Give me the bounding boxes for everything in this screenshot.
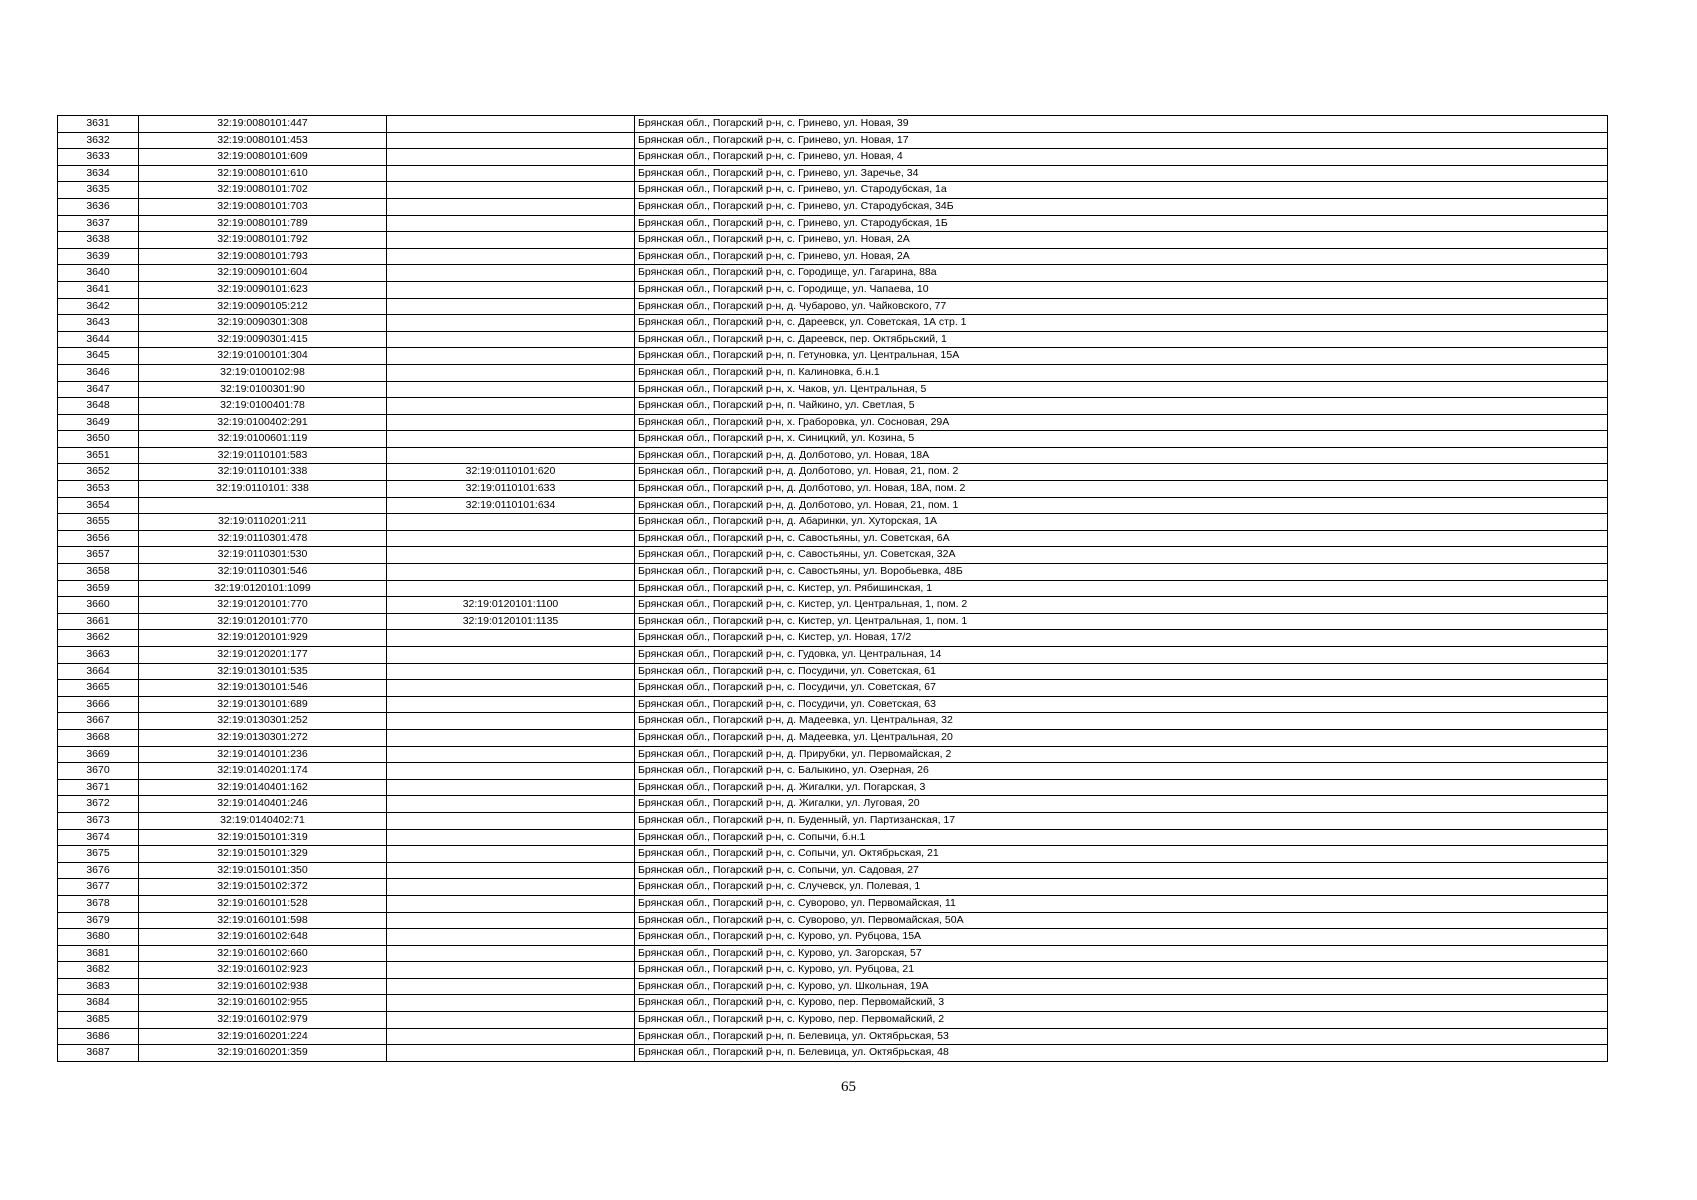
object-cadastral-number-cell [387,398,635,415]
row-number-cell: 3641 [58,281,139,298]
address-cell: Брянская обл., Погарский р-н, с. Курово, пер. Первомайский, 2 [635,1012,1608,1029]
row-number-cell: 3672 [58,796,139,813]
address-cell: Брянская обл., Погарский р-н, с. Сопычи, ул. Садовая, 27 [635,862,1608,879]
address-cell: Брянская обл., Погарский р-н, с. Савостьяны, ул. Воробьевка, 48Б [635,564,1608,581]
cadastral-number-cell: 32:19:0160201:224 [139,1028,387,1045]
table-row [58,912,1608,929]
table-row [58,978,1608,995]
table-row [58,580,1608,597]
cadastral-number-cell: 32:19:0160102:660 [139,945,387,962]
row-number-cell: 3671 [58,779,139,796]
object-cadastral-number-cell [387,962,635,979]
address-cell: Брянская обл., Погарский р-н, п. Белевица, ул. Октябрьская, 48 [635,1045,1608,1062]
object-cadastral-number-cell [387,564,635,581]
object-cadastral-number-cell [387,862,635,879]
cadastral-number-cell: 32:19:0080101:609 [139,149,387,166]
object-cadastral-number-cell [387,929,635,946]
cadastral-number-cell: 32:19:0110101: 338 [139,481,387,498]
row-number-cell: 3638 [58,232,139,249]
table-row [58,1012,1608,1029]
registry-table-body [58,116,1608,1062]
cadastral-number-cell: 32:19:0090101:604 [139,265,387,282]
cadastral-number-cell: 32:19:0100101:304 [139,348,387,365]
row-number-cell: 3667 [58,713,139,730]
row-number-cell: 3647 [58,381,139,398]
table-row [58,215,1608,232]
cadastral-number-cell: 32:19:0090301:308 [139,315,387,332]
cadastral-number-cell: 32:19:0110301:546 [139,564,387,581]
row-number-cell: 3637 [58,215,139,232]
cadastral-number-cell: 32:19:0130301:272 [139,729,387,746]
table-row [58,1045,1608,1062]
object-cadastral-number-cell [387,796,635,813]
cadastral-number-cell: 32:19:0120201:177 [139,647,387,664]
address-cell: Брянская обл., Погарский р-н, с. Кистер, ул. Новая, 17/2 [635,630,1608,647]
object-cadastral-number-cell [387,746,635,763]
row-number-cell: 3678 [58,895,139,912]
row-number-cell: 3685 [58,1012,139,1029]
cadastral-number-cell: 32:19:0150101:329 [139,846,387,863]
row-number-cell: 3673 [58,812,139,829]
object-cadastral-number-cell [387,630,635,647]
table-row [58,647,1608,664]
table-row [58,630,1608,647]
row-number-cell: 3653 [58,481,139,498]
object-cadastral-number-cell [387,165,635,182]
object-cadastral-number-cell: 32:19:0110101:620 [387,464,635,481]
address-cell: Брянская обл., Погарский р-н, с. Гринево, ул. Стародубская, 34Б [635,198,1608,215]
object-cadastral-number-cell [387,248,635,265]
row-number-cell: 3681 [58,945,139,962]
row-number-cell: 3677 [58,879,139,896]
row-number-cell: 3683 [58,978,139,995]
object-cadastral-number-cell [387,779,635,796]
table-row [58,779,1608,796]
table-row [58,945,1608,962]
row-number-cell: 3656 [58,530,139,547]
cadastral-number-cell: 32:19:0160101:598 [139,912,387,929]
row-number-cell: 3674 [58,829,139,846]
row-number-cell: 3655 [58,514,139,531]
address-cell: Брянская обл., Погарский р-н, с. Гринево, ул. Новая, 39 [635,116,1608,133]
object-cadastral-number-cell [387,447,635,464]
cadastral-number-cell: 32:19:0130101:546 [139,680,387,697]
table-row [58,846,1608,863]
cadastral-number-cell: 32:19:0160101:528 [139,895,387,912]
row-number-cell: 3649 [58,414,139,431]
row-number-cell: 3668 [58,729,139,746]
object-cadastral-number-cell [387,547,635,564]
cadastral-number-cell: 32:19:0150101:350 [139,862,387,879]
object-cadastral-number-cell: 32:19:0110101:634 [387,497,635,514]
cadastral-number-cell: 32:19:0120101:1099 [139,580,387,597]
object-cadastral-number-cell [387,215,635,232]
object-cadastral-number-cell: 32:19:0110101:633 [387,481,635,498]
cadastral-number-cell: 32:19:0090301:415 [139,331,387,348]
table-row [58,962,1608,979]
object-cadastral-number-cell [387,912,635,929]
page-number: 65 [841,1079,856,1095]
table-row [58,414,1608,431]
address-cell: Брянская обл., Погарский р-н, х. Синицкий, ул. Козина, 5 [635,431,1608,448]
address-cell: Брянская обл., Погарский р-н, с. Курово, ул. Школьная, 19А [635,978,1608,995]
row-number-cell: 3680 [58,929,139,946]
address-cell: Брянская обл., Погарский р-н, с. Посудичи, ул. Советская, 63 [635,696,1608,713]
address-cell: Брянская обл., Погарский р-н, с. Сопычи, б.н.1 [635,829,1608,846]
row-number-cell: 3675 [58,846,139,863]
address-cell: Брянская обл., Погарский р-н, с. Городище, ул. Гагарина, 88а [635,265,1608,282]
object-cadastral-number-cell [387,116,635,133]
address-cell: Брянская обл., Погарский р-н, х. Граборовка, ул. Сосновая, 29А [635,414,1608,431]
cadastral-number-cell: 32:19:0140402:71 [139,812,387,829]
table-row [58,547,1608,564]
table-row [58,232,1608,249]
table-row [58,364,1608,381]
table-row [58,149,1608,166]
address-cell: Брянская обл., Погарский р-н, п. Белевица, ул. Октябрьская, 53 [635,1028,1608,1045]
address-cell: Брянская обл., Погарский р-н, с. Случевск, ул. Полевая, 1 [635,879,1608,896]
object-cadastral-number-cell [387,763,635,780]
cadastral-number-cell: 32:19:0130301:252 [139,713,387,730]
table-row [58,464,1608,481]
object-cadastral-number-cell [387,995,635,1012]
object-cadastral-number-cell [387,381,635,398]
table-row [58,796,1608,813]
address-cell: Брянская обл., Погарский р-н, п. Гетуновка, ул. Центральная, 15А [635,348,1608,365]
object-cadastral-number-cell [387,298,635,315]
address-cell: Брянская обл., Погарский р-н, с. Гринево, ул. Новая, 17 [635,132,1608,149]
row-number-cell: 3632 [58,132,139,149]
row-number-cell: 3670 [58,763,139,780]
cadastral-number-cell: 32:19:0110101:338 [139,464,387,481]
table-row [58,746,1608,763]
table-row [58,298,1608,315]
row-number-cell: 3666 [58,696,139,713]
address-cell: Брянская обл., Погарский р-н, с. Гринево, ул. Стародубская, 1Б [635,215,1608,232]
address-cell: Брянская обл., Погарский р-н, с. Гринево, ул. Стародубская, 1а [635,182,1608,199]
object-cadastral-number-cell [387,431,635,448]
cadastral-number-cell: 32:19:0150101:319 [139,829,387,846]
registry-table [57,115,1608,1062]
cadastral-number-cell: 32:19:0080101:793 [139,248,387,265]
row-number-cell: 3659 [58,580,139,597]
table-row [58,348,1608,365]
row-number-cell: 3665 [58,680,139,697]
object-cadastral-number-cell [387,315,635,332]
address-cell: Брянская обл., Погарский р-н, с. Гудовка, ул. Центральная, 14 [635,647,1608,664]
address-cell: Брянская обл., Погарский р-н, с. Савостьяны, ул. Советская, 6А [635,530,1608,547]
cadastral-number-cell: 32:19:0130101:689 [139,696,387,713]
object-cadastral-number-cell [387,331,635,348]
object-cadastral-number-cell [387,1045,635,1062]
table-row [58,431,1608,448]
row-number-cell: 3654 [58,497,139,514]
row-number-cell: 3631 [58,116,139,133]
address-cell: Брянская обл., Погарский р-н, с. Суворово, ул. Первомайская, 11 [635,895,1608,912]
address-cell: Брянская обл., Погарский р-н, д. Мадеевка, ул. Центральная, 20 [635,729,1608,746]
object-cadastral-number-cell [387,713,635,730]
cadastral-number-cell: 32:19:0150102:372 [139,879,387,896]
row-number-cell: 3658 [58,564,139,581]
cadastral-number-cell: 32:19:0090105:212 [139,298,387,315]
object-cadastral-number-cell [387,232,635,249]
cadastral-number-cell: 32:19:0100301:90 [139,381,387,398]
address-cell: Брянская обл., Погарский р-н, с. Городище, ул. Чапаева, 10 [635,281,1608,298]
cadastral-number-cell: 32:19:0080101:702 [139,182,387,199]
table-row [58,530,1608,547]
cadastral-number-cell: 32:19:0160102:648 [139,929,387,946]
table-row [58,879,1608,896]
cadastral-number-cell: 32:19:0080101:792 [139,232,387,249]
row-number-cell: 3646 [58,364,139,381]
address-cell: Брянская обл., Погарский р-н, д. Долботово, ул. Новая, 18А, пом. 2 [635,481,1608,498]
table-row [58,696,1608,713]
address-cell: Брянская обл., Погарский р-н, с. Сопычи, ул. Октябрьская, 21 [635,846,1608,863]
cadastral-number-cell: 32:19:0080101:453 [139,132,387,149]
row-number-cell: 3676 [58,862,139,879]
table-row [58,331,1608,348]
table-row [58,613,1608,630]
address-cell: Брянская обл., Погарский р-н, х. Чаков, ул. Центральная, 5 [635,381,1608,398]
row-number-cell: 3633 [58,149,139,166]
cadastral-number-cell: 32:19:0110301:478 [139,530,387,547]
cadastral-number-cell: 32:19:0120101:770 [139,613,387,630]
address-cell: Брянская обл., Погарский р-н, с. Гринево, ул. Заречье, 34 [635,165,1608,182]
row-number-cell: 3645 [58,348,139,365]
row-number-cell: 3661 [58,613,139,630]
address-cell: Брянская обл., Погарский р-н, д. Прирубки, ул. Первомайская, 2 [635,746,1608,763]
cadastral-number-cell: 32:19:0160102:938 [139,978,387,995]
table-row [58,497,1608,514]
table-row [58,680,1608,697]
row-number-cell: 3682 [58,962,139,979]
table-row [58,564,1608,581]
cadastral-number-cell: 32:19:0080101:610 [139,165,387,182]
row-number-cell: 3662 [58,630,139,647]
cadastral-number-cell: 32:19:0140201:174 [139,763,387,780]
object-cadastral-number-cell [387,530,635,547]
address-cell: Брянская обл., Погарский р-н, с. Кистер, ул. Центральная, 1, пом. 1 [635,613,1608,630]
row-number-cell: 3657 [58,547,139,564]
object-cadastral-number-cell [387,829,635,846]
table-row [58,862,1608,879]
object-cadastral-number-cell [387,514,635,531]
address-cell: Брянская обл., Погарский р-н, с. Гринево, ул. Новая, 2А [635,232,1608,249]
cadastral-number-cell: 32:19:0080101:703 [139,198,387,215]
row-number-cell: 3648 [58,398,139,415]
cadastral-number-cell: 32:19:0120101:770 [139,597,387,614]
object-cadastral-number-cell [387,364,635,381]
object-cadastral-number-cell [387,580,635,597]
address-cell: Брянская обл., Погарский р-н, д. Долботово, ул. Новая, 21, пом. 2 [635,464,1608,481]
table-row [58,729,1608,746]
object-cadastral-number-cell [387,729,635,746]
row-number-cell: 3639 [58,248,139,265]
row-number-cell: 3684 [58,995,139,1012]
table-row [58,281,1608,298]
address-cell: Брянская обл., Погарский р-н, д. Чубарово, ул. Чайковского, 77 [635,298,1608,315]
cadastral-number-cell: 32:19:0130101:535 [139,663,387,680]
table-row [58,995,1608,1012]
object-cadastral-number-cell [387,696,635,713]
address-cell: Брянская обл., Погарский р-н, с. Гринево, ул. Новая, 4 [635,149,1608,166]
cadastral-number-cell: 32:19:0090101:623 [139,281,387,298]
cadastral-number-cell: 32:19:0100102:98 [139,364,387,381]
address-cell: Брянская обл., Погарский р-н, с. Курово, пер. Первомайский, 3 [635,995,1608,1012]
row-number-cell: 3664 [58,663,139,680]
address-cell: Брянская обл., Погарский р-н, с. Курово, ул. Рубцова, 15А [635,929,1608,946]
cadastral-number-cell: 32:19:0140101:236 [139,746,387,763]
address-cell: Брянская обл., Погарский р-н, с. Гринево, ул. Новая, 2А [635,248,1608,265]
table-row [58,265,1608,282]
object-cadastral-number-cell [387,663,635,680]
address-cell: Брянская обл., Погарский р-н, д. Долботово, ул. Новая, 18А [635,447,1608,464]
address-cell: Брянская обл., Погарский р-н, д. Жигалки, ул. Погарская, 3 [635,779,1608,796]
cadastral-number-cell: 32:19:0080101:447 [139,116,387,133]
object-cadastral-number-cell [387,945,635,962]
address-cell: Брянская обл., Погарский р-н, с. Балыкино, ул. Озерная, 26 [635,763,1608,780]
table-row [58,763,1608,780]
cadastral-number-cell: 32:19:0080101:789 [139,215,387,232]
address-cell: Брянская обл., Погарский р-н, с. Посудичи, ул. Советская, 67 [635,680,1608,697]
row-number-cell: 3660 [58,597,139,614]
object-cadastral-number-cell [387,132,635,149]
cadastral-number-cell: 32:19:0140401:162 [139,779,387,796]
cadastral-number-cell: 32:19:0110201:211 [139,514,387,531]
row-number-cell: 3644 [58,331,139,348]
cadastral-number-cell: 32:19:0110301:530 [139,547,387,564]
table-row [58,481,1608,498]
table-row [58,315,1608,332]
object-cadastral-number-cell [387,281,635,298]
address-cell: Брянская обл., Погарский р-н, п. Буденный, ул. Партизанская, 17 [635,812,1608,829]
address-cell: Брянская обл., Погарский р-н, с. Кистер, ул. Центральная, 1, пом. 2 [635,597,1608,614]
address-cell: Брянская обл., Погарский р-н, с. Савостьяны, ул. Советская, 32А [635,547,1608,564]
table-row [58,663,1608,680]
address-cell: Брянская обл., Погарский р-н, с. Кистер, ул. Рябишинская, 1 [635,580,1608,597]
object-cadastral-number-cell [387,414,635,431]
table-row [58,929,1608,946]
cadastral-number-cell: 32:19:0120101:929 [139,630,387,647]
row-number-cell: 3686 [58,1028,139,1045]
row-number-cell: 3640 [58,265,139,282]
table-row [58,198,1608,215]
table-row [58,597,1608,614]
table-row [58,829,1608,846]
address-cell: Брянская обл., Погарский р-н, с. Дареевск, пер. Октябрьский, 1 [635,331,1608,348]
cadastral-number-cell: 32:19:0100401:78 [139,398,387,415]
object-cadastral-number-cell [387,1028,635,1045]
cadastral-number-cell: 32:19:0100601:119 [139,431,387,448]
object-cadastral-number-cell [387,348,635,365]
table-row [58,398,1608,415]
cadastral-number-cell [139,497,387,514]
object-cadastral-number-cell [387,846,635,863]
cadastral-number-cell: 32:19:0160102:955 [139,995,387,1012]
address-cell: Брянская обл., Погарский р-н, п. Чайкино, ул. Светлая, 5 [635,398,1608,415]
table-row [58,812,1608,829]
row-number-cell: 3634 [58,165,139,182]
row-number-cell: 3635 [58,182,139,199]
cadastral-number-cell: 32:19:0160201:359 [139,1045,387,1062]
cadastral-number-cell: 32:19:0100402:291 [139,414,387,431]
row-number-cell: 3651 [58,447,139,464]
address-cell: Брянская обл., Погарский р-н, с. Курово, ул. Загорская, 57 [635,945,1608,962]
table-row [58,447,1608,464]
row-number-cell: 3636 [58,198,139,215]
table-row [58,182,1608,199]
object-cadastral-number-cell: 32:19:0120101:1100 [387,597,635,614]
table-row [58,713,1608,730]
object-cadastral-number-cell [387,198,635,215]
object-cadastral-number-cell [387,895,635,912]
row-number-cell: 3669 [58,746,139,763]
address-cell: Брянская обл., Погарский р-н, д. Долботово, ул. Новая, 21, пом. 1 [635,497,1608,514]
address-cell: Брянская обл., Погарский р-н, п. Калиновка, б.н.1 [635,364,1608,381]
table-row [58,895,1608,912]
address-cell: Брянская обл., Погарский р-н, с. Курово, ул. Рубцова, 21 [635,962,1608,979]
object-cadastral-number-cell [387,265,635,282]
table-row [58,514,1608,531]
object-cadastral-number-cell [387,812,635,829]
row-number-cell: 3642 [58,298,139,315]
cadastral-number-cell: 32:19:0160102:979 [139,1012,387,1029]
cadastral-number-cell: 32:19:0110101:583 [139,447,387,464]
table-row [58,1028,1608,1045]
address-cell: Брянская обл., Погарский р-н, с. Дареевск, ул. Советская, 1А стр. 1 [635,315,1608,332]
object-cadastral-number-cell [387,879,635,896]
object-cadastral-number-cell [387,182,635,199]
address-cell: Брянская обл., Погарский р-н, д. Абаринки, ул. Хуторская, 1А [635,514,1608,531]
row-number-cell: 3687 [58,1045,139,1062]
table-row [58,132,1608,149]
object-cadastral-number-cell [387,1012,635,1029]
object-cadastral-number-cell [387,647,635,664]
address-cell: Брянская обл., Погарский р-н, д. Жигалки, ул. Луговая, 20 [635,796,1608,813]
address-cell: Брянская обл., Погарский р-н, д. Мадеевка, ул. Центральная, 32 [635,713,1608,730]
object-cadastral-number-cell [387,680,635,697]
row-number-cell: 3652 [58,464,139,481]
object-cadastral-number-cell [387,149,635,166]
table-row [58,248,1608,265]
cadastral-number-cell: 32:19:0160102:923 [139,962,387,979]
row-number-cell: 3663 [58,647,139,664]
address-cell: Брянская обл., Погарский р-н, с. Суворово, ул. Первомайская, 50А [635,912,1608,929]
table-row [58,165,1608,182]
table-row [58,381,1608,398]
object-cadastral-number-cell [387,978,635,995]
object-cadastral-number-cell: 32:19:0120101:1135 [387,613,635,630]
table-row [58,116,1608,133]
cadastral-number-cell: 32:19:0140401:246 [139,796,387,813]
row-number-cell: 3643 [58,315,139,332]
address-cell: Брянская обл., Погарский р-н, с. Посудичи, ул. Советская, 61 [635,663,1608,680]
row-number-cell: 3650 [58,431,139,448]
row-number-cell: 3679 [58,912,139,929]
